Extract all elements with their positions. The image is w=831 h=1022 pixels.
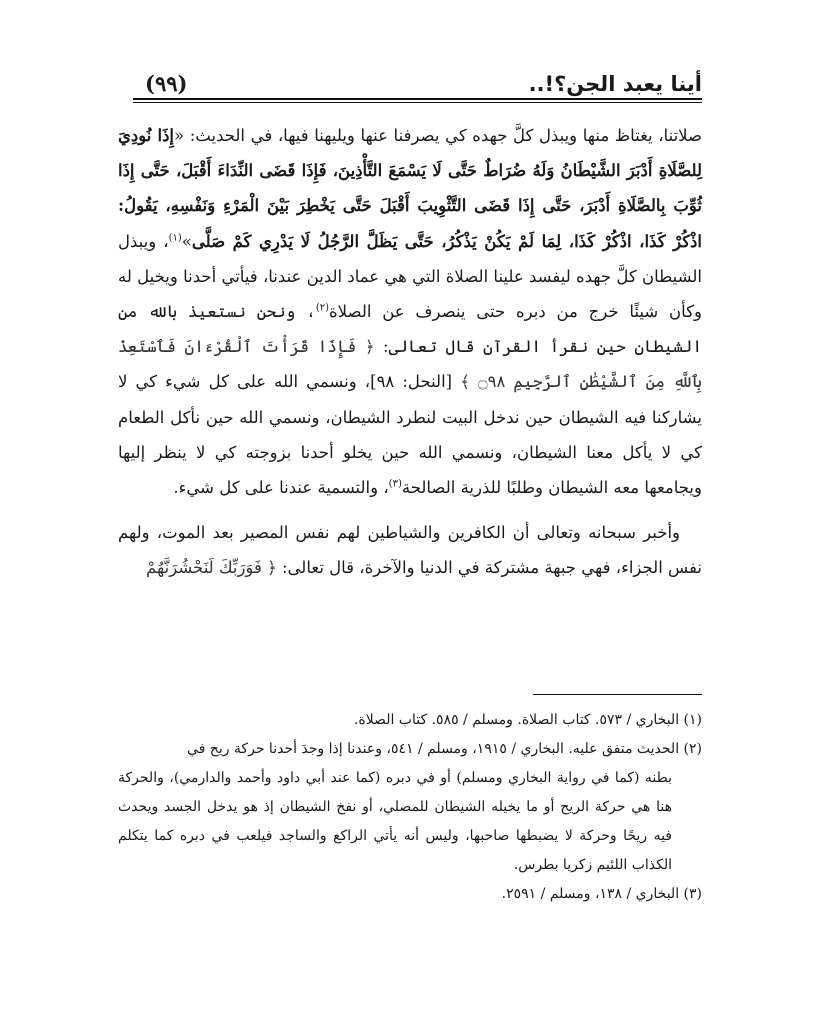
hadith-quote: إِذَا نُودِيَ لِلصَّلَاةِ أَدْبَرَ الشَّيْطَانُ وَلَهُ ضُرَاطٌ حَتَّى لَا يَسْمَعَ التَّأْذِينَ، فَإِذَا قَضَى النِّدَاءَ أَقْبَلَ، حَتَّى إِذَا ثُوِّبَ بِالصَّلَاةِ أَدْبَرَ، حَتَّى إِذَا قَضَى التَّثْوِيبَ أَقْبَلَ حَتَّى يَخْطِرَ بَيْنَ الْمَرْءِ وَنَفْسِهِ، يَقُولُ: اذْكُرْ كَذَا، اذْكُرْ كَذَا، لِمَا لَمْ يَكُنْ يَذْكُرُ، حَتَّى يَظَلَّ الرَّجُلُ لَا يَدْرِي كَمْ صَلَّى <box>118 126 702 251</box>
text-run: ، والتسمية عندنا على كل شيء. <box>173 478 389 498</box>
header-rule-thick <box>133 98 702 100</box>
main-text <box>118 118 702 586</box>
page-number: (٩٩) <box>145 71 188 96</box>
paragraph-2 <box>118 515 702 585</box>
text-run: ، ونحن نستعيذ بالله من الشيطان حين نقرأ القرآن قال تعالى: <box>118 302 703 357</box>
footnote-ref-1[interactable]: (١) <box>168 232 182 244</box>
footnote-3: (٣) البخاري / ١٣٨، ومسلم / ٢٥٩١. <box>501 886 702 902</box>
footnotes <box>118 706 702 909</box>
footnote-ref-3[interactable]: (٣) <box>388 478 402 490</box>
footnote-2 <box>118 735 702 880</box>
text-run: صلاتنا، يغتاظ منها ويبذل كلَّ جهده كي يصرفنا عنها ويليهنا فيها، في الحديث: « <box>174 126 703 145</box>
page-header <box>133 62 702 96</box>
quran-verse: ﴿ فَوَرَبِّكَ لَنَحْشُرَنَّهُمْ <box>146 558 277 578</box>
text-run: ، ويبذل الشيطان كلَّ جهده ليفسد علينا الصلاة التي هي عماد الدين عندنا، فيأتي أحدنا ويخيل له وكأن شيئًا خرج من دبره حتى ينصرف عن الصلاة <box>118 231 702 322</box>
footnote-ref-2[interactable]: (٢) <box>315 302 330 314</box>
text-run: وأخبر سبحانه وتعالى أن الكافرين والشياطين لهم نفس المصير بعد الموت، ولهم نفس الجزاء، فهي جبهة مشتركة في الدنيا والآخرة، قال تعالى: <box>118 523 702 578</box>
paragraph-1 <box>118 118 702 505</box>
footnote-2-first-line: (٢) الحديث متفق عليه. البخاري / ١٩١٥، ومسلم / ٥٤١، وعندنا إذا وجدَ أحدنا حركة ريح في <box>186 741 702 757</box>
running-title: أينا يعبد الجن؟!.. <box>528 72 702 96</box>
footnote-1: (١) البخاري / ٥٧٣. كتاب الصلاة. ومسلم / ٥٨٥. كتاب الصلاة. <box>353 712 702 728</box>
quran-verse: ﴿ فَإِذَا قَرَأْتَ ٱلْقُرْءَانَ فَٱسْتَعِذْ بِٱللَّهِ مِنَ ٱلشَّيْطَٰنِ ٱلرَّجِيمِ ۝٩٨ ﴾ <box>118 337 703 392</box>
text-run: [النحل: ٩٨]، ونسمي الله على كل شيء كي لا يشاركنا فيه الشيطان حين ندخل البيت لنطرد الشيطان، ونسمي الله حين نأكل الطعام كي لا يأكل معنا الشيطان، ونسمي الله حين يخلو أحدنا بزوجته كي لا ينظر إليها ويجامعها معه الشيطان وطلبًا للذرية الصالحة <box>118 372 702 498</box>
footnote-2-continuation: بطنه (كما في رواية البخاري ومسلم) أو في دبره (كما عند أبي داود وأحمد والدارمي)، والحركة هنا هي حركة الريح أو ما يخيله الشيطان للمصلي، أو نفخ الشيطان إذ هو يدخل الجسد ويحدث فيه ريحًا وحركة لا يضبطها صاحبها، وليس أنه يأتي الراكع والساجد فيلعب في دبره كما يتكلم الكذاب اللئيم زكريا بطرس. <box>118 770 672 873</box>
header-rule-thin <box>133 102 702 103</box>
text-run: » <box>181 231 192 251</box>
footnote-separator <box>533 694 702 695</box>
